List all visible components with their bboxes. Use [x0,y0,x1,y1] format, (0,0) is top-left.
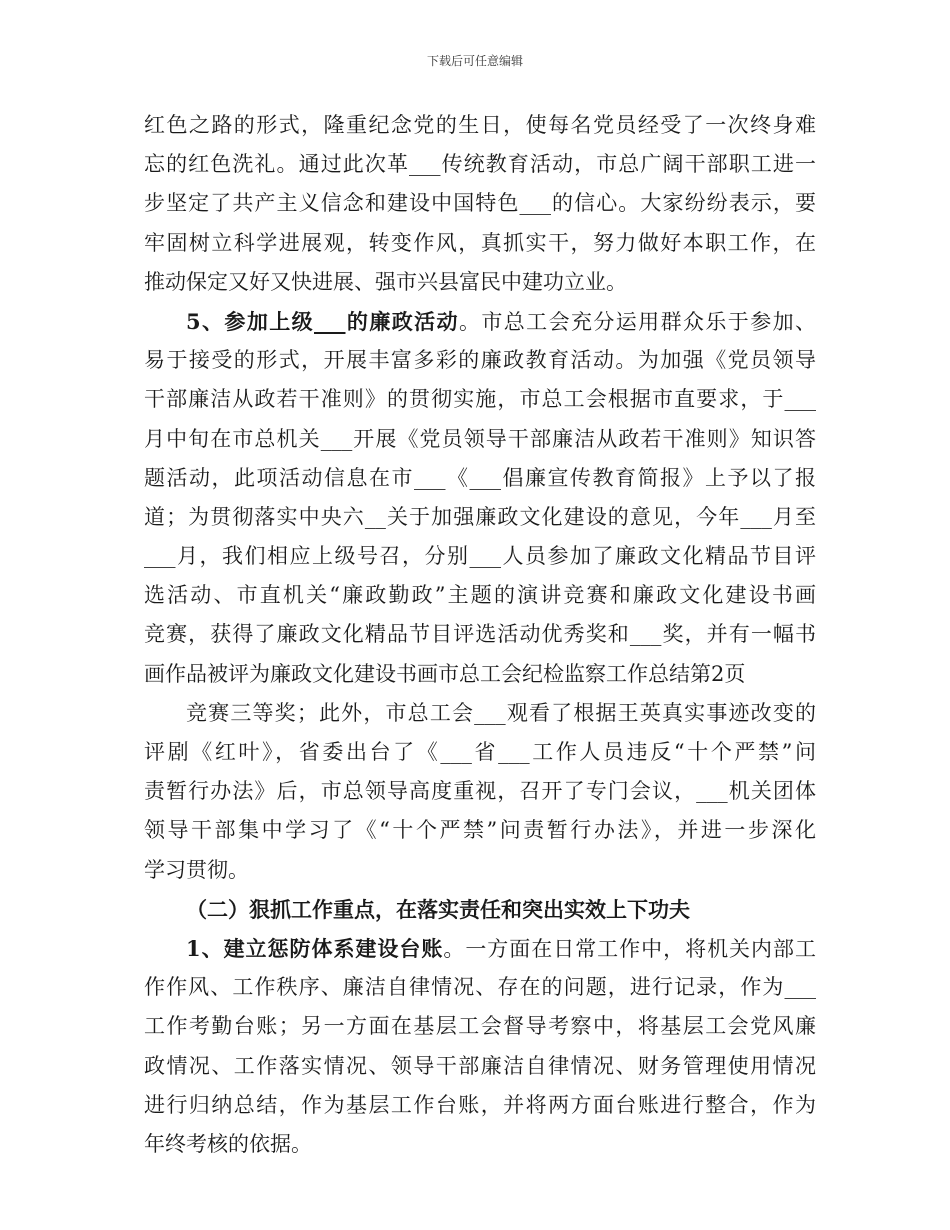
text-line: 推动保定又好又快进展、强市兴县富民中建功立业。 [144,269,627,294]
section-heading: （二）狠抓工作重点，在落实责任和突出实效上下功夫 [186,896,690,922]
text-line: 学习贯彻。 [144,857,249,882]
text-line: 作作风、工作秩序、廉洁自律情况、存在的问题，进行记录，作为___ [144,975,816,1000]
page-header: 下载后可任意编辑 [426,54,523,68]
text-line: ___月，我们相应上级号召，分别___人员参加了廉政文化精品节目评 [144,544,816,569]
text-line: 画作品被评为廉政文化建设书画市总工会纪检监察工作总结第2页 [144,661,746,686]
text-line: 进行归纳总结，作为基层工作台账，并将两方面台账进行整合，作为 [144,1092,816,1117]
text-line: 月中旬在市总机关___开展《党员领导干部廉洁从政若干准则》知识答 [144,426,816,451]
text-line: 忘的红色洗礼。通过此次革___传统教育活动，市总广阔干部职工进一 [144,152,816,177]
section-item-text: 。市总工会充分运用群众乐于参加、 [458,309,816,334]
text-line: 工作考勤台账；另一方面在基层工会督导考察中，将基层工会党风廉 [144,1014,816,1039]
text-line: 领导干部集中学习了《“十个严禁”问责暂行办法》，并进一步深化 [144,818,816,843]
text-line: 责暂行办法》后，市总领导高度重视，召开了专门会议，___机关团体 [144,779,816,804]
body-text [144,106,816,1164]
text-line: 牢固树立科学进展观，转变作风，真抓实干，努力做好本职工作，在 [144,230,816,255]
text-line: 干部廉洁从政若干准则》的贯彻实施，市总工会根据市直要求，于___ [144,387,816,412]
text-line: 选活动、市直机关“廉政勤政”主题的演讲竞赛和廉政文化建设书画 [144,583,816,608]
text-line: 题活动，此项活动信息在市___《___倡廉宣传教育简报》上予以了报 [144,465,816,490]
text-line: 政情况、工作落实情况、领导干部廉洁自律情况、财务管理使用情况 [144,1053,816,1078]
text-line: 道；为贯彻落实中央六__关于加强廉政文化建设的意见，今年___月至 [144,504,816,529]
text-line: 易于接受的形式，开展丰富多彩的廉政教育活动。为加强《党员领导 [144,348,816,373]
text-line: 年终考核的依据。 [144,1131,312,1156]
text-line: 步坚定了共产主义信念和建设中国特色___的信心。大家纷纷表示，要 [144,191,816,216]
text-line: 红色之路的形式，隆重纪念党的生日，使每名党员经受了一次终身难 [144,113,816,137]
text-line: 竞赛，获得了廉政文化精品节目评选活动优秀奖和___奖，并有一幅书 [144,622,816,647]
text-line: 竞赛三等奖；此外，市总工会___观看了根据王英真实事迹改变的 [186,700,816,725]
section-item-5 [144,302,816,341]
section-item-text: 。一方面在日常工作中，将机关内部工 [443,936,816,961]
section-item-1 [144,929,816,968]
section-item-title: 1、建立惩防体系建设台账 [186,935,444,961]
text-line: 评剧《红叶》，省委出台了《___省___工作人员违反“十个严禁”问 [144,740,816,764]
section-item-title: 5、参加上级___的廉政活动 [186,308,459,334]
